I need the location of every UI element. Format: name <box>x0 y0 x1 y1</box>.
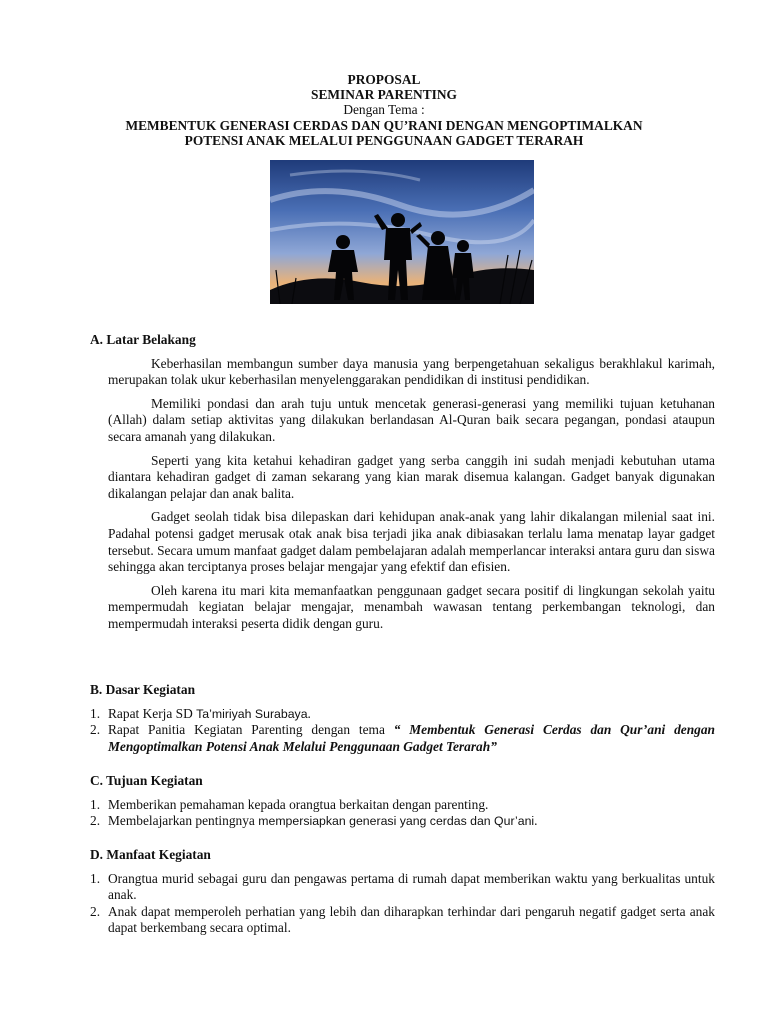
title-proposal: PROPOSAL <box>347 72 421 87</box>
paragraph-1: Keberhasilan membangun sumber daya manusia yang berpengetahuan sekaligus berakhlakul karimah, merupakan tolak ukur keberhasilan menyelenggarakan pendidikan di institusi pendidikan. <box>108 355 715 388</box>
list-text-school: Ta’miriyah Surabaya <box>196 706 308 721</box>
title-seminar: SEMINAR PARENTING <box>311 87 457 103</box>
list-text-end: . <box>534 813 538 829</box>
section-dasar-kegiatan <box>90 682 715 755</box>
list-text: Memberikan pemahaman kepada orangtua berkaitan dengan parenting. <box>108 796 489 812</box>
list-number: 1. <box>90 796 101 812</box>
manfaat-kegiatan-list <box>90 871 715 937</box>
list-text: Rapat Panitia Kegiatan Parenting dengan tema <box>108 722 394 738</box>
list-number: 2. <box>90 722 101 738</box>
paragraph-3: Seperti yang kita ketahui kehadiran gadget yang serba canggih ini sudah menjadi kebutuhan utama diantara kehadiran gadget di zaman sekarang yang kian marak disemua kalangan. Gadget banyak digunakan dikalangan pelajar dan anak balita. <box>108 452 715 501</box>
list-text-theme: “ Membentuk Generasi Cerdas dan Qur’ani dengan Mengoptimalkan Potensi Anak Melalui Penggunaan Gadget Terarah” <box>108 722 716 754</box>
list-number: 1. <box>90 870 101 886</box>
heading-latar-belakang: A. Latar Belakang <box>90 332 196 347</box>
paragraph-4: Gadget seolah tidak bisa dilepaskan dari kehidupan anak-anak yang lahir dikalangan milenial saat ini. Padahal potensi gadget merusak otak anak bisa terjadi jika anak dibiasakan terlalu lama menatap layar gadget tersebut. Secara umum manfaat gadget dalam pembelajaran adalah memperlancar interaksi antara guru dan siswa sehingga akan terciptanya proses belajar mengajar yang efektif dan efisien. <box>108 509 715 575</box>
list-text-generasi: mempersiapkan generasi yang cerdas dan Qur’ani <box>258 814 535 829</box>
list-number: 2. <box>90 903 101 919</box>
list-text: Rapat Kerja SD <box>108 705 197 721</box>
list-item <box>90 796 715 814</box>
list-item <box>90 722 716 755</box>
list-item <box>90 705 715 723</box>
title-block <box>0 72 768 148</box>
title-theme-line-1: MEMBENTUK GENERASI CERDAS DAN QU’RANI DENGAN MENGOPTIMALKAN <box>125 117 643 133</box>
section-manfaat-kegiatan <box>90 847 715 937</box>
list-number: 1. <box>90 705 101 721</box>
heading-tujuan-kegiatan: C. Tujuan Kegiatan <box>90 773 203 788</box>
list-number: 2. <box>90 813 101 829</box>
section-tujuan-kegiatan <box>90 773 715 830</box>
heading-manfaat-kegiatan: D. Manfaat Kegiatan <box>90 847 211 862</box>
family-silhouette-image <box>270 160 534 304</box>
paragraph-5: Oleh karena itu mari kita memanfaatkan penggunaan gadget secara positif di lingkungan sekolah yaitu mempermudah kegiatan belajar mengajar, menambah wawasan tentang perkembangan teknologi, dan mempermudah interaksi peserta didik dengan guru. <box>108 582 715 631</box>
title-theme-label: Dengan Tema : <box>343 102 425 118</box>
list-text: Orangtua murid sebagai guru dan pengawas pertama di rumah dapat memberikan waktu yang berkualitas untuk anak. <box>108 870 715 903</box>
heading-dasar-kegiatan: B. Dasar Kegiatan <box>90 682 196 697</box>
list-item <box>90 903 715 937</box>
list-text-end: . <box>307 705 311 721</box>
list-item <box>90 870 715 904</box>
paragraph-2: Memiliki pondasi dan arah tuju untuk mencetak generasi-generasi yang memiliki tujuan ketuhanan (Allah) dalam setiap aktivitas yang dilakukan berlandasan Al-Quran baik secara pegangan, pondasi ataupun secara amanah yang dilakukan. <box>108 395 715 444</box>
family-silhouette-photo <box>270 160 534 304</box>
list-item <box>90 813 715 830</box>
dasar-kegiatan-list <box>90 706 715 756</box>
section-latar-belakang <box>90 332 715 633</box>
title-theme-line-2: POTENSI ANAK MELALUI PENGGUNAAN GADGET TERARAH <box>184 132 584 148</box>
list-text: Membelajarkan pentingnya <box>108 813 259 829</box>
tujuan-kegiatan-list <box>90 797 715 830</box>
list-text: Anak dapat memperoleh perhatian yang lebih dan diharapkan terhindar dari pengaruh negatif gadget serta anak dapat berkembang secara optimal. <box>108 903 715 936</box>
